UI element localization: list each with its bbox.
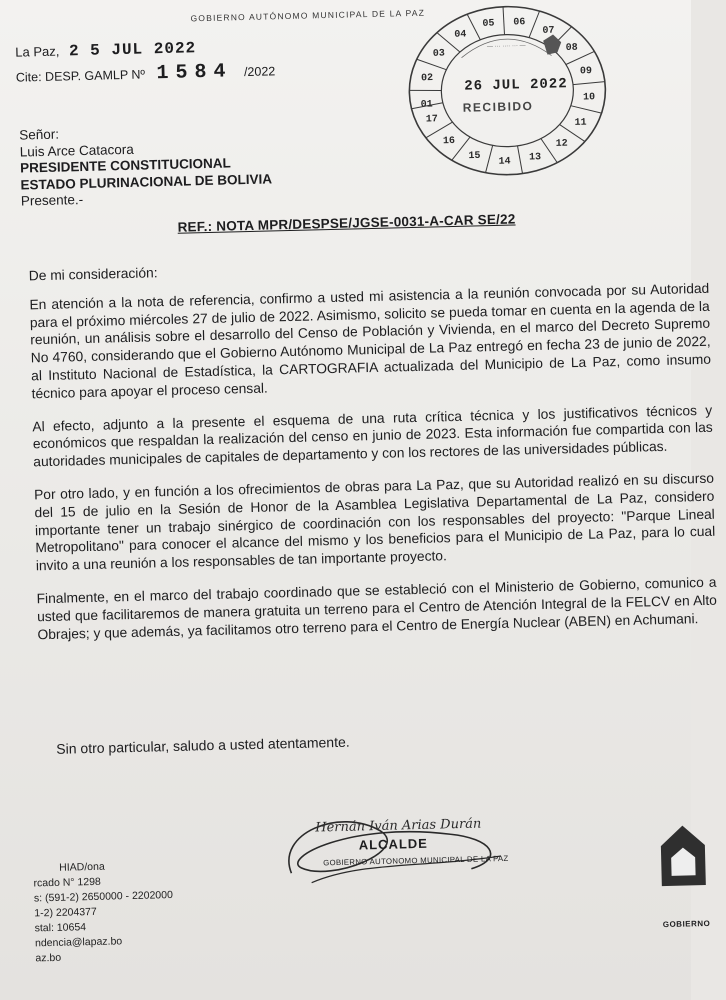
paragraph-4: Finalmente, en el marco del trabajo coordinado que se estableció con el Ministerio de Gobierno, comunico a usted que facilitaremos de manera gratuita un terreno para el Centro de Atención Integral de la FELCV en Alto Obrajes; y que además, ya facilitamos otro terreno para el Centro de Energía Nuclear (ABEN) en Achumani. <box>36 574 718 642</box>
cite-year: /2022 <box>243 64 276 80</box>
stamp-number: 02 <box>420 73 434 85</box>
signatory-organization: GOBIERNO AUTONOMO MUNICIPAL DE LA PAZ <box>323 853 509 868</box>
stamp-date: 26 JUL 2022 <box>464 76 568 95</box>
addressee-block <box>19 121 272 210</box>
letterhead-government: GOBIERNO AUTÓNOMO MUNICIPAL DE LA PAZ <box>190 7 426 24</box>
presente: Presente.- <box>20 192 84 209</box>
stamp-number: 11 <box>574 117 587 129</box>
stamp-divider <box>409 90 441 92</box>
stamp-number: 09 <box>579 66 593 78</box>
letter-body <box>29 251 718 659</box>
addressee-state: ESTADO PLURINACIONAL DE BOLIVIA <box>20 170 273 193</box>
stamp-divider <box>573 82 605 85</box>
stamp-number: 12 <box>555 138 568 150</box>
stamp-number: 13 <box>528 152 542 164</box>
stamp-number: 04 <box>454 29 467 41</box>
signatory-title: ALCALDE <box>358 835 429 853</box>
letter-date: 2 5 JUL 2022 <box>68 39 197 61</box>
place-label: La Paz, <box>15 43 60 60</box>
footer-line: rcado N° 1298 <box>33 875 101 890</box>
footer-line: s: (591-2) 2650000 - 2202000 <box>33 889 174 905</box>
footer-line: az.bo <box>35 951 62 965</box>
stamp-number: 14 <box>498 156 511 168</box>
stamp-divider <box>518 146 523 174</box>
closing-line: Sin otro particular, saludo a usted atentamente. <box>56 733 350 757</box>
stamp-number: 16 <box>442 136 456 148</box>
stamp-divider <box>485 145 493 172</box>
footer-line: ndencia@lapaz.bo <box>34 935 123 950</box>
stamp-number: 08 <box>565 42 578 54</box>
stamp-number: 06 <box>513 17 526 29</box>
footer-line: 1-2) 2204377 <box>34 905 97 920</box>
logo-text: GOBIERNO <box>662 918 711 930</box>
place-date <box>15 39 196 61</box>
stamp-label: RECIBIDO <box>462 99 534 115</box>
stamp-number: 17 <box>425 114 438 126</box>
stamp-divider <box>503 7 504 35</box>
greeting: De mi consideración: <box>28 265 158 284</box>
stamp-number: 05 <box>482 18 495 30</box>
stamp-divider <box>467 14 480 40</box>
footer-line: stal: 10654 <box>34 921 87 935</box>
footer-contact <box>21 858 174 967</box>
stamp-number: 07 <box>542 25 555 37</box>
salutation: Señor: <box>19 126 60 143</box>
stamp-number: 01 <box>420 99 433 111</box>
paragraph-2: Al efecto, adjunto a la presente el esquema de una ruta crítica técnica y los justificativos técnicos y económicos que respaldan la realización del censo en junio de 2023. Esta información fue compartida con las autoridades municipales de capitales de departamento y con los rectores de las universidades públicas. <box>32 402 713 470</box>
reference-line: REF.: NOTA MPR/DESPSE/JGSE-0031-A-CAR SE/22 <box>177 211 516 235</box>
cite-label: Cite: DESP. GAMLP Nº <box>15 67 146 85</box>
municipal-logo-icon <box>652 815 714 916</box>
footer-line: HIAD/ona <box>59 860 105 874</box>
cite-number: 1584 <box>156 60 233 86</box>
addressee-name: Luis Arce Catacora <box>19 141 134 160</box>
stamp-divider <box>417 59 447 71</box>
stamp-divider <box>528 11 540 37</box>
svg-text:— ··· ···· ··· —: — ··· ···· ··· — <box>486 43 526 51</box>
stamp-number: 15 <box>468 150 481 163</box>
stamp-number: 03 <box>432 48 445 60</box>
paragraph-1: En atención a la nota de referencia, confirmo a usted mi asistencia a la reunión convocada por su Autoridad para el próximo miércoles 27 de julio de 2022. Asimismo, solicito se pueda tomar en cuenta en la agenda de la reunión, un análisis sobre el desarrollo del Censo de Población y Vivienda, en el marco del Decreto Supremo No 4760, considerando que el Gobierno Autónomo Municipal de La Paz entregó en fecha 23 de junio de 2022, al Instituto Nacional de Estadística, la CARTOGRAFIA actualizada del Municipio de La Paz, como insumo técnico para apoyar el proceso censal. <box>29 280 712 402</box>
paragraph-3: Por otro lado, y en función a los ofrecimientos de obras para La Paz, que su Autoridad realizó en su discurso del 15 de julio en la Sesión de Honor de la Asamblea Legislativa Departamental de La Paz, considero importante tener un trabajo sinérgico de coordinación con los responsables del proyecto: "Parque Lineal Metropolitano" para conocer el alcance del mismo y los beneficios para el Municipio de La Paz, para lo cual invito a una reunión a los responsables de tan importante proyecto. <box>33 470 716 574</box>
addressee-title: PRESIDENTE CONSTITUCIONAL <box>19 155 231 176</box>
cite-line <box>16 59 276 88</box>
stamp-number: 10 <box>582 92 596 104</box>
signatory-name: Hernán Iván Arias Durán <box>315 816 482 836</box>
stamp-divider <box>571 105 602 114</box>
